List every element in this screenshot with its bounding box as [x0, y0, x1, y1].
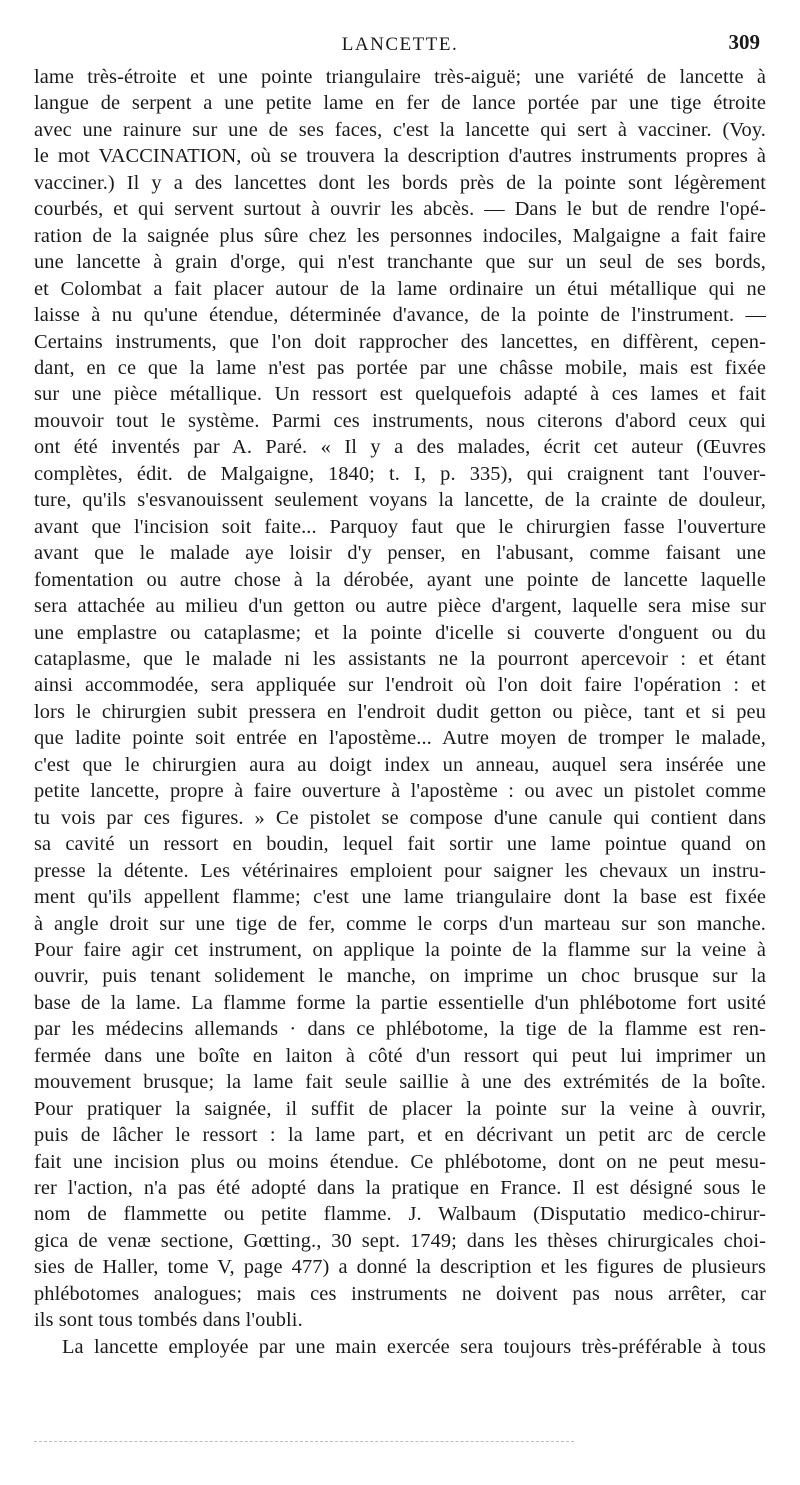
page-header	[0, 30, 800, 60]
text-line: par les médecins allemands · dans ce phlébotome, la tige de la flamme est ren-	[34, 1018, 766, 1041]
text-line: une emplastre ou cataplasme; et la pointe d'icelle si couverte d'onguent ou du	[34, 621, 766, 644]
text-line: La lancette employée par une main exercée sera toujours très-préférable à tous	[62, 1335, 766, 1358]
text-line: ouvrir, puis tenant solidement le manche, on imprime un choc brusque sur la	[34, 965, 766, 988]
text-line: le mot VACCINATION, où se trouvera la description d'autres instruments propres à	[34, 145, 766, 168]
body-text	[34, 64, 766, 1360]
text-line: ment qu'ils appellent flamme; c'est une lame triangulaire dont la base est fixée	[34, 886, 766, 909]
text-line: fermée dans une boîte en laiton à côté d'un ressort qui peut lui imprimer un	[34, 1044, 766, 1067]
text-line: et Colombat a fait placer autour de la lame ordinaire un étui métallique qui ne	[34, 277, 766, 300]
text-line: Certains instruments, que l'on doit rapprocher des lancettes, en diffèrent, cepen-	[34, 330, 766, 353]
text-line: c'est que le chirurgien aura au doigt index un anneau, auquel sera insérée une	[34, 753, 766, 776]
text-line: ainsi accommodée, sera appliquée sur l'endroit où l'on doit faire l'opération : et	[34, 674, 766, 697]
text-line: que ladite pointe soit entrée en l'apostème... Autre moyen de tromper le malade,	[34, 727, 766, 750]
text-line: ration de la saignée plus sûre chez les personnes indociles, Malgaigne a fait faire	[34, 224, 766, 247]
text-line: puis de lâcher le ressort : la lame part, et en décrivant un petit arc de cercle	[34, 1124, 766, 1147]
text-line: ils sont tous tombés dans l'oubli.	[34, 1309, 303, 1332]
text-line: gica de venæ sectione, Gœtting., 30 sept. 1749; dans les thèses chirurgicales choi-	[34, 1229, 766, 1252]
text-line: laisse à nu qu'une étendue, déterminée d'avance, de la pointe de l'instrument. —	[34, 304, 766, 327]
text-line: mouvement brusque; la lame fait seule saillie à une des extrémités de la boîte.	[34, 1071, 766, 1094]
text-line: mouvoir tout le système. Parmi ces instruments, nous citerons d'abord ceux qui	[34, 409, 766, 432]
text-line: presse la détente. Les vétérinaires emploient pour saigner les chevaux un instru-	[34, 859, 766, 882]
text-line: ont été inventés par A. Paré. « Il y a des malades, écrit cet auteur (Œuvres	[34, 436, 766, 459]
text-line: phlébotomes analogues; mais ces instruments ne doivent pas nous arrêter, car	[34, 1282, 766, 1305]
page-number: 309	[728, 30, 760, 54]
running-title: LANCETTE.	[341, 34, 459, 55]
text-line: Pour faire agir cet instrument, on applique la pointe de la flamme sur la veine à	[34, 938, 766, 961]
text-line: dant, en ce que la lame n'est pas portée par une châsse mobile, mais est fixée	[34, 356, 766, 379]
text-line: à angle droit sur une tige de fer, comme le corps d'un marteau sur son manche.	[34, 912, 766, 935]
text-line: fomentation ou autre chose à la dérobée, ayant une pointe de lancette laquelle	[34, 568, 766, 591]
text-line: complètes, édit. de Malgaigne, 1840; t. I, p. 335), qui craignent tant l'ouver-	[34, 462, 766, 485]
text-line: base de la lame. La flamme forme la partie essentielle d'un phlébotome fort usité	[34, 991, 766, 1014]
text-line: petite lancette, propre à faire ouverture à l'apostème : ou avec un pistolet comme	[34, 780, 766, 803]
text-line: lame très-étroite et une pointe triangulaire très-aiguë; une variété de lancette à	[34, 66, 766, 88]
text-line: tu vois par ces figures. » Ce pistolet se compose d'une canule qui contient dans	[34, 806, 766, 829]
text-line: avec une rainure sur une de ses faces, c'est la lancette qui sert à vacciner. (Voy.	[34, 118, 766, 141]
text-line: sies de Haller, tome V, page 477) a donné la description et les figures de plusieurs	[34, 1256, 766, 1279]
text-line: courbés, et qui servent surtout à ouvrir les abcès. — Dans le but de rendre l'opé-	[34, 198, 766, 221]
text-line: rer l'action, n'a pas été adopté dans la pratique en France. Il est désigné sous le	[34, 1177, 766, 1200]
text-line: avant que l'incision soit faite... Parquoy faut que le chirurgien fasse l'ouverture	[34, 515, 766, 538]
text-line: fait une incision plus ou moins étendue. Ce phlébotome, dont on ne peut mesu-	[34, 1150, 766, 1173]
text-line: ture, qu'ils s'esvanouissent seulement voyans la lancette, de la crainte de douleur,	[34, 489, 766, 512]
text-line: langue de serpent a une petite lame en fer de lance portée par une tige étroite	[34, 92, 766, 115]
text-line: Pour pratiquer la saignée, il suffit de placer la pointe sur la veine à ouvrir,	[34, 1097, 766, 1120]
text-line: lors le chirurgien subit pressera en l'endroit dudit getton ou pièce, tant et si peu	[34, 700, 766, 723]
text-line: avant que le malade aye loisir d'y penser, en l'abusant, comme faisant une	[34, 542, 766, 565]
text-line: nom de flammette ou petite flamme. J. Walbaum (Disputatio medico-chirur-	[34, 1203, 766, 1226]
text-line: sera attachée au milieu d'un getton ou autre pièce d'argent, laquelle sera mise sur	[34, 595, 766, 618]
text-line: une lancette à grain d'orge, qui n'est tranchante que sur un seul de ses bords,	[34, 251, 766, 274]
footer-rule	[34, 1441, 574, 1442]
text-line: vacciner.) Il y a des lancettes dont les bords près de la pointe sont légèrement	[34, 171, 766, 194]
text-line: cataplasme, que le malade ni les assistants ne la pourront apercevoir : et étant	[34, 647, 766, 670]
text-line: sa cavité un ressort en boudin, lequel fait sortir une lame pointue quand on	[34, 833, 766, 856]
text-line: sur une pièce métallique. Un ressort est quelquefois adapté à ces lames et fait	[34, 383, 766, 406]
